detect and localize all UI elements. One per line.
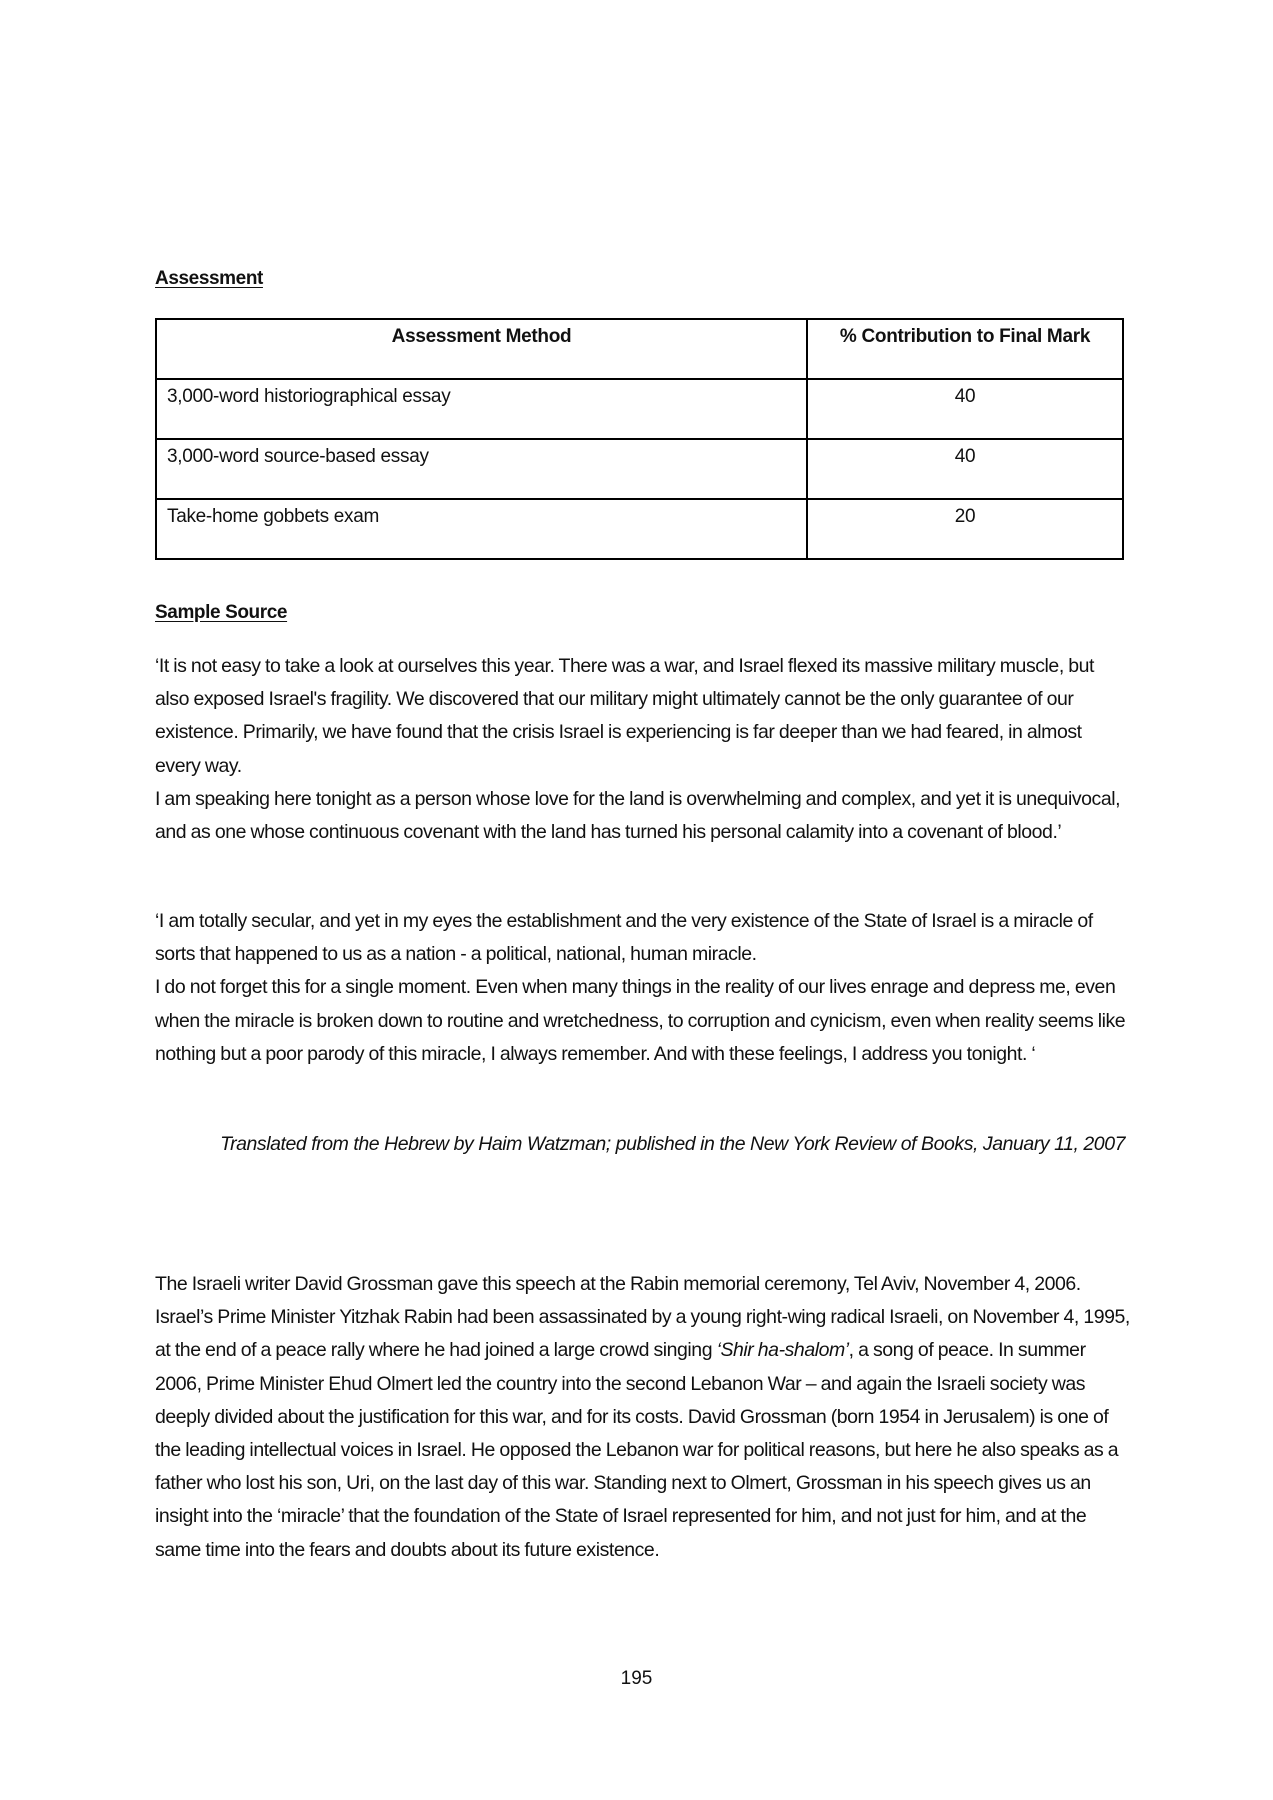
table-header-row — [156, 319, 1123, 379]
method-cell: 3,000-word historiographical essay — [156, 379, 807, 439]
assessment-heading: Assessment — [155, 268, 263, 289]
assessment-table — [155, 318, 1124, 560]
contribution-cell: 40 — [807, 379, 1123, 439]
quote-one — [155, 650, 1130, 849]
quote-two-part-one: ‘I am totally secular, and yet in my eyes the establishment and the very existence of the State of Israel is a miracle of sorts that happened to us as a nation - a political, national, human miracle. — [155, 910, 1093, 966]
quote-two — [155, 905, 1130, 1071]
page-number: 195 — [620, 1668, 653, 1689]
song-title: ‘Shir ha-shalom’ — [716, 1339, 849, 1362]
contribution-cell: 20 — [807, 499, 1123, 559]
quote-one-part-two: I am speaking here tonight as a person whose love for the land is overwhelming and complex, and yet it is unequivocal, and as one whose continuous covenant with the land has turned his personal calamity into a covenant of blood.’ — [155, 787, 1121, 844]
sample-source-heading: Sample Source — [155, 602, 288, 623]
method-cell: Take-home gobbets exam — [156, 499, 807, 559]
table-row — [156, 379, 1123, 439]
table-row — [156, 499, 1123, 559]
context-before-song: The Israeli writer David Grossman gave this speech at the Rabin memorial ceremony, Tel Aviv, November 4, 2006. Israel’s Prime Minister Yitzhak Rabin had been assassinated by a young right-wing radical Israeli, on November 4, 1995, at the end of a peace rally where he had joined a large crowd singing — [155, 1273, 1130, 1362]
context-text — [155, 1268, 1130, 1567]
source-citation: Translated from the Hebrew by Haim Watzman; published in the New York Review of Books, January 11, 2007 — [220, 1133, 1125, 1155]
context-after-song: , a song of peace. In summer 2006, Prime Minister Ehud Olmert led the country into the second Lebanon War – and again the Israeli society was deeply divided about the justification for this war, and for its costs. David Grossman (born 1954 in Jerusalem) is one of the leading intellectual voices in Israel. He opposed the Lebanon war for political reasons, but here he also speaks as a father who lost his son, Uri, on the last day of this war. Standing next to Olmert, Grossman in his speech gives us an insight into the ‘miracle’ that the foundation of the State of Israel represented for him, and not just for him, and at the same time into the fears and doubts about its future existence. — [155, 1339, 1119, 1561]
quote-one-part-one: ‘It is not easy to take a look at ourselves this year. There was a war, and Israel flexed its massive military muscle, but also exposed Israel's fragility. We discovered that our military might ultimately cannot be the only guarantee of our existence. Primarily, we have found that the crisis Israel is experiencing is far deeper than we had feared, in almost every way. — [155, 655, 1095, 777]
column-header-method: Assessment Method — [156, 319, 807, 379]
method-cell: 3,000-word source-based essay — [156, 439, 807, 499]
table-row — [156, 439, 1123, 499]
column-header-contribution: % Contribution to Final Mark — [807, 319, 1123, 379]
quote-two-part-two: I do not forget this for a single moment. Even when many things in the reality of our lives enrage and depress me, even when the miracle is broken down to routine and wretchedness, to corruption and cynicism, even when reality seems like nothing but a poor parody of this miracle, I always remember. And with these feelings, I address you tonight. ‘ — [155, 976, 1126, 1065]
contribution-cell: 40 — [807, 439, 1123, 499]
context-paragraph — [155, 1268, 1130, 1567]
